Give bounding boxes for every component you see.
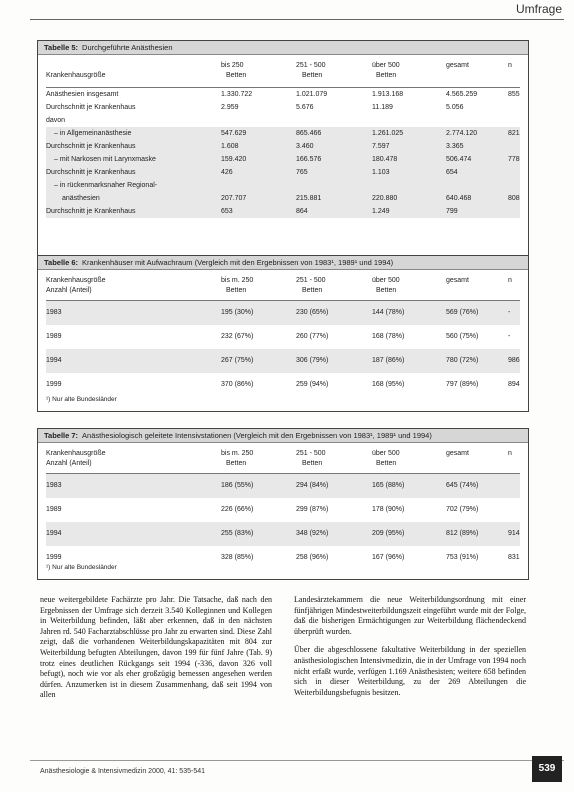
table-cell: 306 (79%) <box>296 357 329 364</box>
table-cell: 1.103 <box>372 168 390 176</box>
table-cell: 753 (91%) <box>446 554 479 561</box>
table-row <box>46 373 520 397</box>
table-cell: 986 <box>508 357 520 364</box>
table-cell: 259 (94%) <box>296 381 329 388</box>
table-cell: 294 (84%) <box>296 482 329 489</box>
table-header-row: Anzahl (Anteil) Betten Betten Betten <box>46 460 397 467</box>
table-cell: 865.466 <box>296 129 322 137</box>
table-cell: 864 <box>296 207 308 215</box>
table-cell: anästhesien <box>62 194 100 202</box>
table-5 <box>37 40 529 262</box>
page-number: 539 <box>532 756 562 782</box>
table-cell: 808 <box>508 194 520 202</box>
table-cell: 645 (74%) <box>446 482 479 489</box>
table-cell: – in rückenmarksnaher Regional- <box>54 181 158 189</box>
table-header-row: bis 250 251 - 500 über 500 gesamt n <box>221 62 512 69</box>
table-cell: 232 (67%) <box>221 333 254 340</box>
table-cell: Durchschnitt je Krankenhaus <box>46 207 136 215</box>
table-cell: 166.576 <box>296 155 322 163</box>
table-cell: 215.881 <box>296 194 322 202</box>
table-6 <box>37 255 529 412</box>
table-row <box>46 192 520 205</box>
paragraph: Über die abgeschlossene fakultative Weiterbildung in der speziellen anästhesiologischen Intensivmedizin, die in der Umfrage von 1994 noch nicht erfaßt wurde, verfügen 1.169 Anästhesisten; weitere 658 befinden sich in dieser Weiterbildung, zu der 269 Abteilungen die Weiterbildungsbefugnis besitzen. <box>294 645 526 697</box>
table-cell: 165 (88%) <box>372 482 405 489</box>
table-5-body <box>46 61 520 218</box>
table-cell: Anästhesien insgesamt <box>46 90 119 98</box>
table-cell: 799 <box>446 207 458 215</box>
table-cell: 187 (86%) <box>372 357 405 364</box>
table-cell: - <box>508 309 511 316</box>
table-cell: 328 (85%) <box>221 554 254 561</box>
table-row <box>46 474 520 498</box>
table-7-body <box>46 449 520 570</box>
table-cell: 1.913.168 <box>372 90 404 98</box>
table-cell: Durchschnitt je Krankenhaus <box>46 168 136 176</box>
table-cell: 1.249 <box>372 207 390 215</box>
table-cell: 299 (87%) <box>296 506 329 513</box>
table-row <box>46 88 520 101</box>
table-cell: 159.420 <box>221 155 247 163</box>
table-5-caption: Tabelle 5: Durchgeführte Anästhesien <box>38 41 528 55</box>
table-header-row: Krankenhausgröße bis m. 250 251 - 500 über 500 gesamt n <box>46 277 512 284</box>
table-cell: 1.330.722 <box>221 90 253 98</box>
table-cell: 765 <box>296 168 308 176</box>
table-cell: 1.608 <box>221 142 239 150</box>
table-cell: 5.676 <box>296 103 314 111</box>
body-column-left <box>40 595 272 709</box>
table-cell: 3.460 <box>296 142 314 150</box>
table-cell: Durchschnitt je Krankenhaus <box>46 103 136 111</box>
table-cell: 831 <box>508 554 520 561</box>
table-7 <box>37 428 529 580</box>
table-cell: 560 (75%) <box>446 333 479 340</box>
table-cell: 195 (30%) <box>221 309 254 316</box>
table-cell: 1983 <box>46 309 62 316</box>
table-cell: 1994 <box>46 530 62 537</box>
paragraph: Landesärztekammern die neue Weiterbildungsordnung mit einer fünfjährigen Mindestweiterbildungszeit eingeführt wurde mit der Folge, daß die bisherigen Ermächtigungen zur Weiterbildung flächendeckend überprüft wurden. <box>294 595 526 636</box>
table-row <box>46 205 520 218</box>
table-cell: 569 (76%) <box>446 309 479 316</box>
table-cell: 220.880 <box>372 194 398 202</box>
table-cell: 653 <box>221 207 233 215</box>
table-row <box>46 140 520 153</box>
table-cell: – mit Narkosen mit Larynxmaske <box>54 155 156 163</box>
table-row <box>46 522 520 546</box>
table-cell: - <box>508 333 511 340</box>
table-row <box>46 325 520 349</box>
table-6-footnote: ¹) Nur alte Bundesländer <box>46 396 117 403</box>
table-cell: 640.468 <box>446 194 472 202</box>
table-cell: 168 (95%) <box>372 381 405 388</box>
table-cell: 778 <box>508 155 520 163</box>
section-title: Umfrage <box>515 2 562 16</box>
table-cell: 1994 <box>46 357 62 364</box>
table-cell: 894 <box>508 381 520 388</box>
table-cell: 178 (90%) <box>372 506 405 513</box>
table-cell: 209 (95%) <box>372 530 405 537</box>
table-cell: 255 (83%) <box>221 530 254 537</box>
table-header-row: Krankenhausgröße Betten Betten Betten <box>46 72 397 79</box>
paragraph: neue weitergebildete Fachärzte pro Jahr. Die Tatsache, daß nach den Ergebnissen der Umfrage sich derzeit 3.540 Kolleginnen und Kollegen in Weiterbildung befinden, läßt aber erkennen, daß in den nächsten Jahren rd. 540 Facharztabschlüsse pro Jahr zu erwarten sind. Diese Zahl zeigt, daß die vorhandenen Weiterbildungskapazitäten mit 804 zur Weiterbildung befugten Abteilungen, davon 199 für fünf Jahre (Tab. 9) trotz eines deutlichen Rückgangs seit 1994 (-336, davon 326 voll befugt), noch wie vor als eher großzügig bemessen angesehen werden dürfen. Anzumerken ist in diesem Zusammenhang, daß seit 1994 von allen <box>40 595 272 700</box>
table-cell: 2.959 <box>221 103 239 111</box>
table-row <box>46 179 520 192</box>
table-row <box>46 301 520 325</box>
table-cell: 348 (92%) <box>296 530 329 537</box>
body-column-right <box>294 595 526 706</box>
table-cell: 3.365 <box>446 142 464 150</box>
table-7-caption: Tabelle 7: Anästhesiologisch geleitete Intensivstationen (Vergleich mit den Ergebnissen von 1983¹, 1989¹ und 1994) <box>38 429 528 443</box>
table-cell: 547.629 <box>221 129 247 137</box>
table-cell: 144 (78%) <box>372 309 405 316</box>
table-cell: 506.474 <box>446 155 472 163</box>
table-cell: 7.597 <box>372 142 390 150</box>
table-cell: Durchschnitt je Krankenhaus <box>46 142 136 150</box>
table-cell: 186 (55%) <box>221 482 254 489</box>
table-cell: 267 (75%) <box>221 357 254 364</box>
table-row <box>46 498 520 522</box>
table-cell: 797 (89%) <box>446 381 479 388</box>
table-cell: 5.056 <box>446 103 464 111</box>
table-cell: 1999 <box>46 554 62 561</box>
table-cell: – in Allgemeinanästhesie <box>54 129 132 137</box>
table-cell: 821 <box>508 129 520 137</box>
table-cell: davon <box>46 116 66 124</box>
footer-rule <box>30 760 564 761</box>
table-cell: 855 <box>508 90 520 98</box>
table-cell: 226 (66%) <box>221 506 254 513</box>
table-cell: 167 (96%) <box>372 554 405 561</box>
table-cell: 230 (65%) <box>296 309 329 316</box>
table-cell: 1.021.079 <box>296 90 328 98</box>
table-cell: 168 (78%) <box>372 333 405 340</box>
table-row <box>46 546 520 570</box>
table-header-row: Anzahl (Anteil) Betten Betten Betten <box>46 287 397 294</box>
table-row <box>46 166 520 179</box>
table-cell: 426 <box>221 168 233 176</box>
table-cell: 812 (89%) <box>446 530 479 537</box>
table-cell: 1.261.025 <box>372 129 404 137</box>
table-cell: 4.565.259 <box>446 90 478 98</box>
table-cell: 1983 <box>46 482 62 489</box>
table-7-footnote: ¹) Nur alte Bundesländer <box>46 564 117 571</box>
running-header <box>0 0 574 20</box>
header-rule <box>30 19 564 20</box>
table-cell: 914 <box>508 530 520 537</box>
table-cell: 11.189 <box>372 103 393 111</box>
table-cell: 702 (79%) <box>446 506 479 513</box>
table-6-body <box>46 276 520 397</box>
table-cell: 2.774.120 <box>446 129 478 137</box>
citation: Anästhesiologie & Intensivmedizin 2000, 41: 535-541 <box>40 768 205 775</box>
table-cell: 370 (86%) <box>221 381 254 388</box>
table-cell: 1989 <box>46 506 62 513</box>
table-cell: 654 <box>446 168 458 176</box>
table-cell: 780 (72%) <box>446 357 479 364</box>
table-6-caption: Tabelle 6: Krankenhäuser mit Aufwachraum (Vergleich mit den Ergebnissen von 1983¹, 1989¹ und 1994) <box>38 256 528 270</box>
table-cell: 180.478 <box>372 155 398 163</box>
table-row <box>46 349 520 373</box>
table-cell: 1999 <box>46 381 62 388</box>
table-header-row: Krankenhausgröße bis m. 250 251 - 500 über 500 gesamt n <box>46 450 512 457</box>
table-row <box>46 153 520 166</box>
table-cell: 1989 <box>46 333 62 340</box>
table-row <box>46 127 520 140</box>
table-cell: 260 (77%) <box>296 333 329 340</box>
table-cell: 258 (96%) <box>296 554 329 561</box>
table-row <box>46 101 520 114</box>
table-cell: 207.707 <box>221 194 247 202</box>
table-row <box>46 114 520 127</box>
